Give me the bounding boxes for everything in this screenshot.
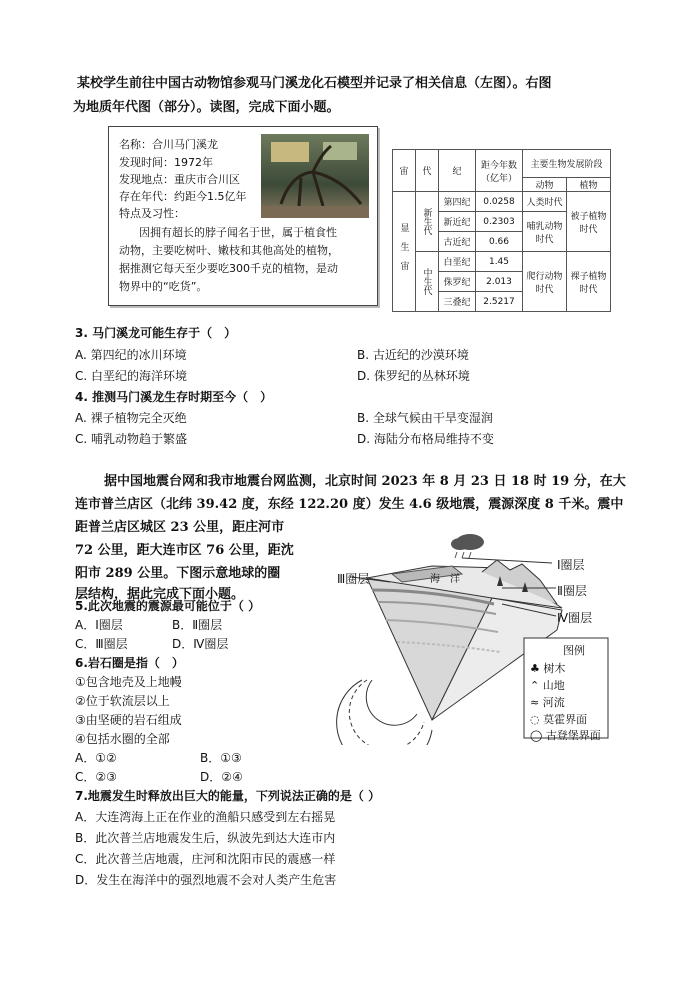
geologic-time-table	[392, 149, 611, 312]
q3-stem: 3. 马门溪龙可能生存于（ ）	[75, 326, 237, 340]
q6-statement-1: ①包含地壳及上地幔	[75, 675, 182, 689]
header-life: 主要生物发展阶段	[523, 150, 611, 178]
q3-option-b[interactable]: B. 古近纪的沙漠环境	[357, 348, 469, 362]
q5-option-b[interactable]: B．Ⅱ圈层	[172, 618, 223, 632]
q4-option-d[interactable]: D. 海陆分布格局维持不变	[357, 432, 494, 446]
q4-option-c[interactable]: C. 哺乳动物趋于繁盛	[75, 432, 188, 446]
layer-4-label: Ⅳ圈层	[557, 611, 593, 625]
q5-option-a[interactable]: A．Ⅰ圈层	[75, 618, 123, 632]
time-5: 2.013	[476, 272, 523, 292]
period-jurassic: 侏罗纪	[439, 272, 476, 292]
q3-option-d[interactable]: D. 侏罗纪的丛林环境	[357, 369, 470, 383]
card-habit-label: 特点及习性：	[119, 207, 185, 220]
animal-age-mammal: 哺乳动物时代	[523, 212, 567, 252]
card-habit-line: 因拥有超长的脖子闻名于世，属于植食性	[139, 226, 337, 239]
layer-3-label: Ⅲ圈层	[337, 572, 370, 586]
legend-label: 莫霍界面	[543, 713, 588, 726]
era-cenozoic: 新生代	[416, 192, 439, 252]
time-3: 0.66	[476, 232, 523, 252]
passage-1-line-2: 为地质年代图（部分）。读图，完成下面小题。	[73, 100, 340, 115]
q6-option-a[interactable]: A．①②	[75, 751, 117, 765]
layer-1-label: Ⅰ圈层	[557, 558, 585, 572]
header-period: 纪	[439, 150, 476, 192]
q5-option-c[interactable]: C．Ⅲ圈层	[75, 637, 128, 651]
moho-icon: ◌	[530, 713, 544, 726]
period-cretaceous: 白垩纪	[439, 252, 476, 272]
legend-item	[530, 660, 565, 676]
period-paleogene: 古近纪	[439, 232, 476, 252]
card-time: 发现时间：1972年	[119, 156, 213, 169]
card-habit-line: 据推测它每天至少要吃300千克的植物，是动	[119, 262, 338, 275]
mountain-icon: ⌃	[530, 679, 543, 692]
header-era: 代	[416, 150, 439, 192]
tree-icon: ♣	[530, 662, 544, 675]
time-1: 0.0258	[476, 192, 523, 212]
dinosaur-info-card	[108, 126, 378, 306]
passage-1	[75, 72, 635, 120]
q7-option-b[interactable]: B．此次普兰店地震发生后，纵波先到达大连市内	[75, 831, 336, 845]
q6-option-b[interactable]: B．①③	[200, 751, 242, 765]
header-time: 距今年数（亿年）	[476, 150, 523, 192]
q4-stem: 4. 推测马门溪龙生存时期至今（ ）	[75, 390, 273, 404]
dinosaur-fossil-photo	[261, 134, 369, 218]
q6-statement-4: ④包括水圈的全部	[75, 732, 170, 746]
q3-option-a[interactable]: A. 第四纪的冰川环境	[75, 348, 187, 362]
q5-stem: 5.此次地震的震源最可能位于（ ）	[75, 599, 261, 613]
plant-age-gymnosperm: 裸子植物时代	[567, 252, 611, 312]
passage-2-line: 层结构，据此完成下面小题。	[75, 587, 245, 602]
time-6: 2.5217	[476, 292, 523, 312]
animal-age-reptile: 爬行动物时代	[523, 252, 567, 312]
legend-label: 古登堡界面	[545, 729, 601, 742]
ocean-label: 海 洋	[430, 574, 460, 585]
passage-2-line: 阳市 289 公里。下图示意地球的圈	[75, 566, 281, 581]
passage-2-line: 距普兰店区城区 23 公里，距庄河市	[75, 520, 285, 535]
legend-title: 图例	[563, 644, 585, 657]
card-habit-line: 物界中的“吃货”。	[119, 280, 208, 293]
q7-stem: 7.地震发生时释放出巨大的能量，下列说法正确的是（ ）	[75, 789, 381, 803]
period-quaternary: 第四纪	[439, 192, 476, 212]
header-animal: 动物	[523, 178, 567, 192]
q6-option-c[interactable]: C．②③	[75, 770, 117, 784]
q5-option-d[interactable]: D．Ⅳ圈层	[172, 637, 229, 651]
legend-item	[530, 694, 565, 710]
q7-option-d[interactable]: D．发生在海洋中的强烈地震不会对人类产生危害	[75, 873, 337, 887]
q4-option-a[interactable]: A. 裸子植物完全灭绝	[75, 411, 187, 425]
layer-2-label: Ⅱ圈层	[557, 584, 587, 598]
animal-age-human: 人类时代	[523, 192, 567, 212]
card-place: 发现地点：重庆市合川区	[119, 173, 240, 186]
legend-item	[530, 727, 601, 743]
q7-option-a[interactable]: A．大连湾海上正在作业的渔船只感受到左右摇晃	[75, 810, 336, 824]
passage-2-line: 72 公里，距大连市区 76 公里，距沈	[75, 543, 294, 558]
header-plant: 植物	[567, 178, 611, 192]
q3-option-c[interactable]: C. 白垩纪的海洋环境	[75, 369, 188, 383]
era-mesozoic: 中生代	[416, 252, 439, 312]
card-habit-line: 动物，主要吃树叶、嫩枝和其他高处的植物，	[119, 244, 339, 257]
q7-option-c[interactable]: C．此次普兰店地震，庄河和沈阳市民的震感一样	[75, 852, 336, 866]
cloud-icon	[451, 534, 484, 558]
legend-label: 河流	[542, 696, 565, 709]
legend-item	[530, 711, 587, 727]
time-4: 1.45	[476, 252, 523, 272]
header-eon: 宙	[393, 150, 416, 192]
q4-option-b[interactable]: B. 全球气候由干旱变湿润	[357, 411, 493, 425]
gutenberg-icon: ◯	[530, 729, 546, 742]
card-age: 存在年代：约距今1.5亿年	[119, 190, 247, 203]
time-2: 0.2303	[476, 212, 523, 232]
eon-cell: 显生宙	[393, 192, 416, 312]
passage-1-line-1: 某校学生前往中国古动物馆参观马门溪龙化石模型并记录了相关信息（左图）。右图	[77, 76, 552, 91]
legend-label: 山地	[542, 679, 565, 692]
period-triassic: 三叠纪	[439, 292, 476, 312]
q6-option-d[interactable]: D．②④	[200, 770, 243, 784]
passage-2-line: 据中国地震台网和我市地震台网监测，北京时间 2023 年 8 月 23 日 18 时 19 分，在大	[104, 474, 626, 489]
q6-statement-3: ③由坚硬的岩石组成	[75, 713, 182, 727]
plant-age-angiosperm: 被子植物时代	[567, 192, 611, 252]
q6-statement-2: ②位于软流层以上	[75, 694, 170, 708]
legend-item	[530, 677, 565, 693]
q6-stem: 6.岩石圈是指（ ）	[75, 656, 184, 670]
river-icon: ≈	[530, 696, 543, 709]
period-neogene: 新近纪	[439, 212, 476, 232]
passage-2-line: 连市普兰店区（北纬 39.42 度，东经 122.20 度）发生 4.6 级地震，震源深度 8 千米。震中	[75, 497, 624, 512]
card-name: 名称：合川马门溪龙	[119, 138, 218, 151]
legend-label: 树木	[543, 662, 566, 675]
